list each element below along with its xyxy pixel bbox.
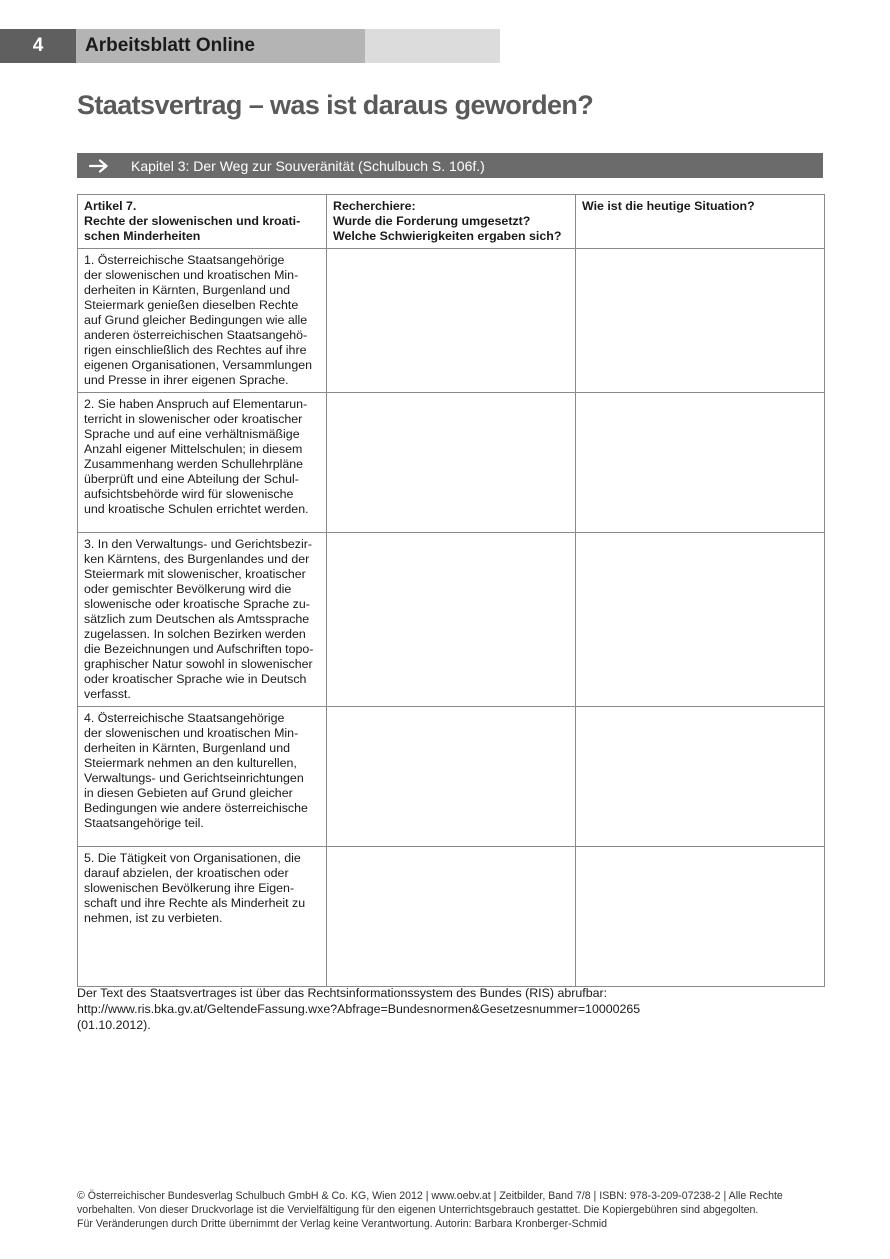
table-row <box>78 249 825 393</box>
research-answer-cell[interactable] <box>327 393 576 533</box>
chapter-bar <box>77 153 823 178</box>
header-article: Artikel 7. Rechte der slowenischen und kroati- schen Minderheiten <box>78 195 327 249</box>
table-row <box>78 707 825 847</box>
today-answer-cell[interactable] <box>576 707 825 847</box>
table-row <box>78 847 825 987</box>
article-cell: 1. Österreichische Staatsangehörige der slowenischen und kroatischen Min- derheiten in Kärnten, Burgenland und Steiermark genießen dieselben Rechte auf Grund gleicher Bedingungen wie alle anderen österreichischen Staatsangehö- rigen einschließlich des Rechtes auf ihre eigenen Organisationen, Versammlungen und Presse in ihrer eigenen Sprache. <box>78 249 327 393</box>
source-note: Der Text des Staatsvertrages ist über das Rechtsinformationssystem des Bundes (RIS) abrufbar: http://www.ris.bka.gv.at/GeltendeFassung.wxe?Abfrage=Bundesnormen&Gesetzesnummer=10000265 (01.10.2012). <box>77 986 641 1032</box>
worksheet-table <box>77 194 825 987</box>
research-answer-cell[interactable] <box>327 847 576 987</box>
header-bar-fill <box>365 29 500 63</box>
table-row <box>78 393 825 533</box>
today-answer-cell[interactable] <box>576 249 825 393</box>
research-answer-cell[interactable] <box>327 249 576 393</box>
article-cell: 2. Sie haben Anspruch auf Elementarun- terricht in slowenischer oder kroatischer Sprache und auf eine verhältnismäßige Anzahl eigener Mittelschulen; in diesem Zusammenhang werden Schullehrpläne überprüft und eine Abteilung der Schul- aufsichtsbehörde wird für slowenische und kroatische Schulen errichtet werden. <box>78 393 327 533</box>
research-answer-cell[interactable] <box>327 533 576 707</box>
today-answer-cell[interactable] <box>576 393 825 533</box>
copyright-footer: © Österreichischer Bundesverlag Schulbuch GmbH & Co. KG, Wien 2012 | www.oebv.at | Zeitbilder, Band 7/8 | ISBN: 978-3-209-07238-2 | Alle Rechte vorbehalten. Von dieser Druckvorlage ist die Vervielfältigung für den eigenen Unterrichtsgebrauch gestattet. Die Kopiergebühren sind abgegolten. Für Veränderungen durch Dritte übernimmt der Verlag keine Verantwortung. Autorin: Barbara Kronberger-Schmid <box>77 1190 783 1230</box>
header-today: Wie ist die heutige Situation? <box>576 195 825 249</box>
today-answer-cell[interactable] <box>576 533 825 707</box>
article-cell: 5. Die Tätigkeit von Organisationen, die darauf abzielen, der kroatischen oder slowenischen Bevölkerung ihre Eigen- schaft und ihre Rechte als Minderheit zu nehmen, ist zu verbieten. <box>78 847 327 987</box>
page-title: Staatsvertrag – was ist daraus geworden? <box>77 90 594 120</box>
article-cell: 3. In den Verwaltungs- und Gerichtsbezir- ken Kärntens, des Burgenlandes und der Steiermark mit slowenischer, kroatischer oder gemischter Bevölkerung wird die slowenische oder kroatische Sprache zu- sätzlich zum Deutschen als Amtssprache zugelassen. In solchen Bezirken werden die Bezeichnungen und Aufschriften topo- graphischer Natur sowohl in slowenischer oder kroatischer Sprache wie in Deutsch verfasst. <box>78 533 327 707</box>
table-row <box>78 533 825 707</box>
header-research: Recherchiere: Wurde die Forderung umgesetzt? Welche Schwierigkeiten ergaben sich? <box>327 195 576 249</box>
arrow-right-icon <box>79 159 119 173</box>
research-answer-cell[interactable] <box>327 707 576 847</box>
page-number: 4 <box>0 29 76 63</box>
article-cell: 4. Österreichische Staatsangehörige der slowenischen und kroatischen Min- derheiten in Kärnten, Burgenland und Steiermark nehmen an den kulturellen, Verwaltungs- und Gerichtseinrichtungen in diesen Gebieten auf Grund gleicher Bedingungen wie andere österreichische Staatsangehörige teil. <box>78 707 327 847</box>
today-answer-cell[interactable] <box>576 847 825 987</box>
chapter-title: Kapitel 3: Der Weg zur Souveränität (Schulbuch S. 106f.) <box>131 157 485 174</box>
table-header-row <box>78 195 825 249</box>
section-label: Arbeitsblatt Online <box>76 29 365 63</box>
